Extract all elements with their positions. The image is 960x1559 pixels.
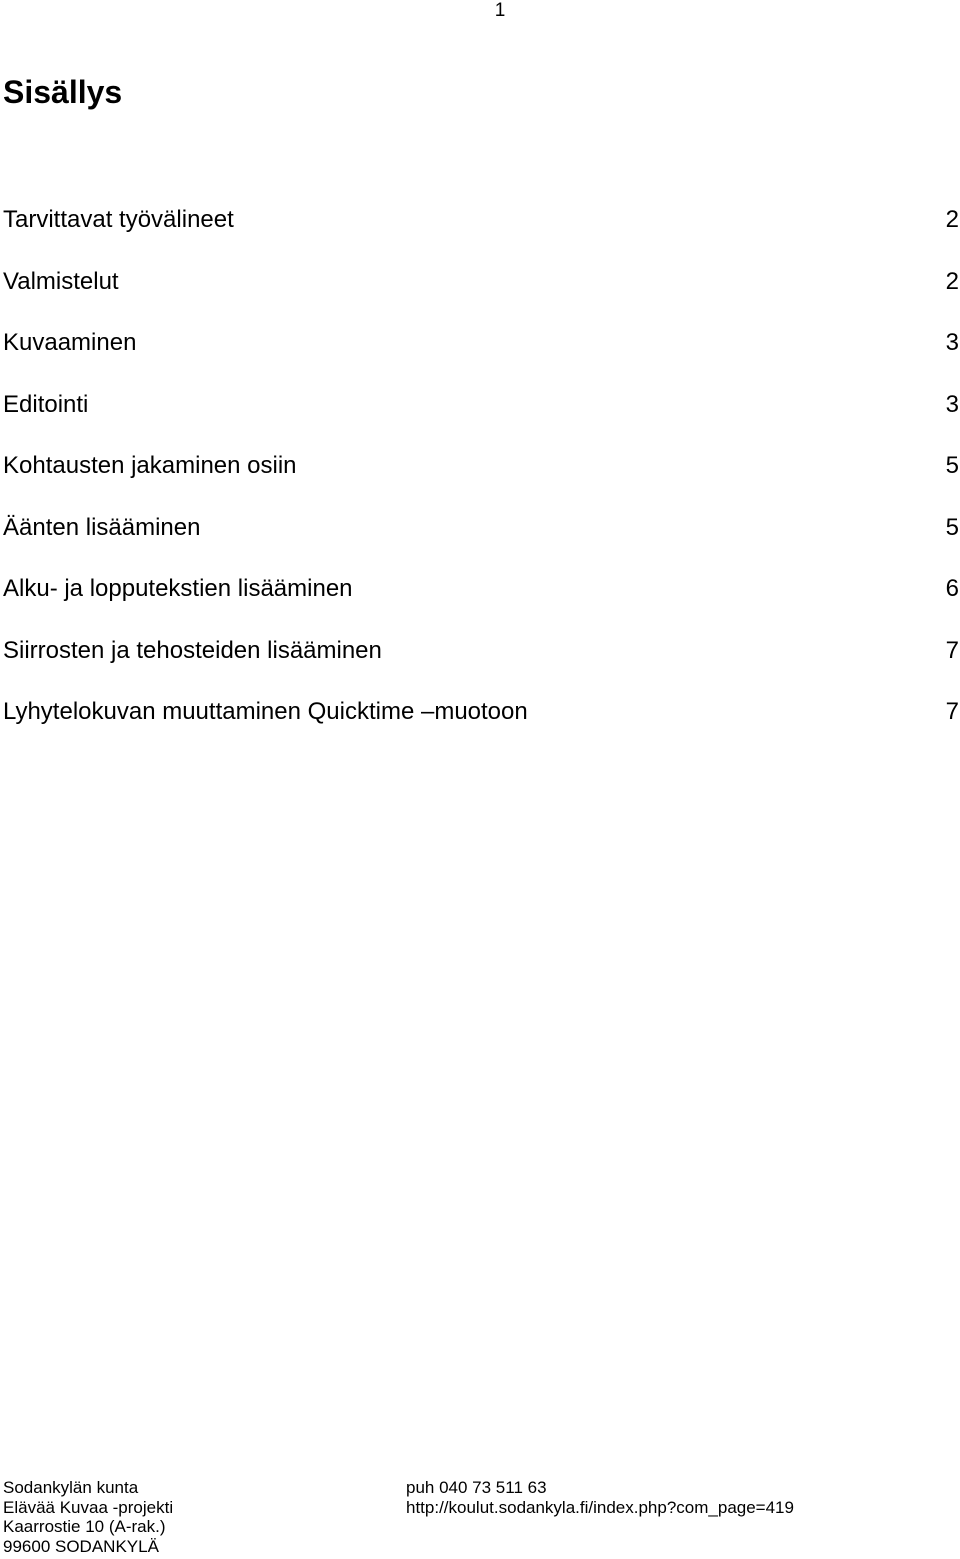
footer-address xyxy=(3,1478,173,1556)
toc-entry-label: Siirrosten ja tehosteiden lisääminen xyxy=(3,636,382,664)
toc-entry xyxy=(3,265,960,327)
toc-entry-page: 5 xyxy=(945,513,959,541)
table-of-contents xyxy=(3,203,960,757)
toc-entry-page: 7 xyxy=(945,636,959,664)
toc-entry-page: 6 xyxy=(945,575,959,602)
toc-entry-label: Editointi xyxy=(3,390,89,418)
toc-entry-page: 2 xyxy=(945,267,959,295)
toc-entry-label: Kuvaaminen xyxy=(3,329,137,356)
footer-contact xyxy=(406,1478,794,1517)
toc-entry xyxy=(3,572,960,634)
toc-entry xyxy=(3,388,960,450)
toc-entry-page: 7 xyxy=(945,698,959,725)
toc-entry-page: 3 xyxy=(945,390,959,418)
toc-entry xyxy=(3,511,960,573)
toc-entry xyxy=(3,634,960,696)
footer-phone: puh 040 73 511 63 xyxy=(406,1478,547,1497)
toc-entry xyxy=(3,695,960,757)
footer-url[interactable]: http://koulut.sodankyla.fi/index.php?com_page=419 xyxy=(406,1497,794,1517)
footer-project: Elävää Kuvaa -projekti xyxy=(3,1497,174,1517)
page-number: 1 xyxy=(494,0,506,21)
toc-entry xyxy=(3,449,960,511)
toc-entry-label: Kohtausten jakaminen osiin xyxy=(3,452,297,479)
toc-entry-label: Valmistelut xyxy=(3,267,119,295)
toc-entry-page: 2 xyxy=(945,206,959,233)
footer-organization: Sodankylän kunta xyxy=(3,1478,139,1497)
toc-entry xyxy=(3,326,960,388)
toc-entry xyxy=(3,203,960,265)
toc-entry-label: Lyhytelokuvan muuttaminen Quicktime –muotoon xyxy=(3,698,528,725)
page-title: Sisällys xyxy=(3,74,123,110)
toc-entry-page: 5 xyxy=(945,452,959,479)
footer-street: Kaarrostie 10 (A-rak.) xyxy=(3,1517,166,1536)
footer-postal: 99600 SODANKYLÄ xyxy=(3,1536,159,1556)
toc-entry-label: Äänten lisääminen xyxy=(3,513,201,541)
toc-entry-page: 3 xyxy=(945,329,959,356)
toc-entry-label: Tarvittavat työvälineet xyxy=(3,206,234,233)
toc-entry-label: Alku- ja lopputekstien lisääminen xyxy=(3,575,353,602)
